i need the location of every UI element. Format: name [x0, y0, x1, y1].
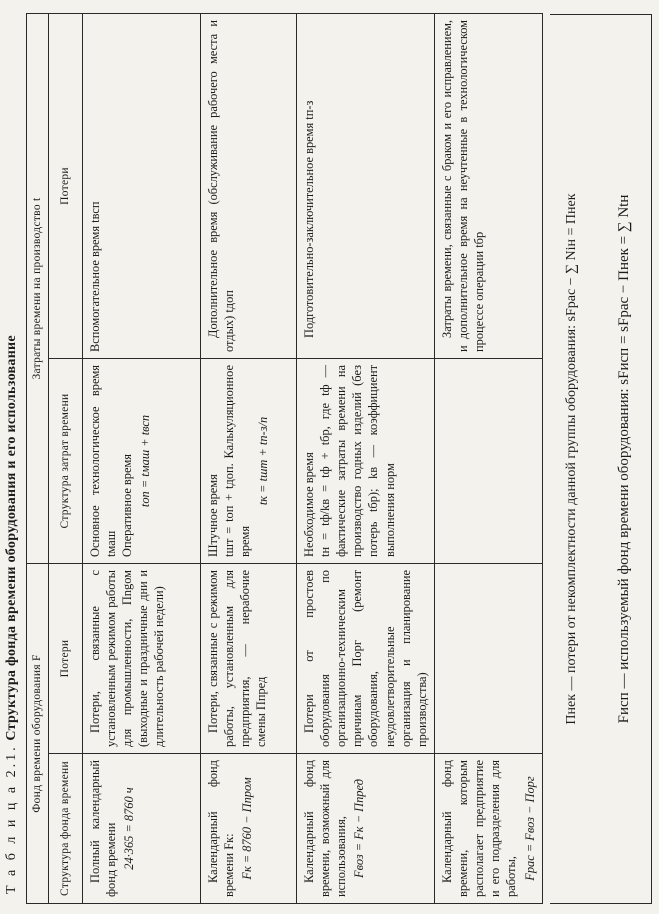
- fund-text: Календарный фонд времени, возможный для использования,: [301, 760, 349, 897]
- costs-extra: Оперативное время: [120, 453, 135, 557]
- table-row: [82, 13, 200, 903]
- table-row: [434, 13, 542, 903]
- column-header-row: [48, 13, 82, 903]
- costs-cell: [82, 359, 200, 564]
- losses2-text: Дополнительное время (обслуживание рабочего места и отдых) tдоп: [205, 19, 237, 352]
- fund-text: Полный календарный фонд времени: [87, 760, 119, 897]
- losses2-cell: [82, 13, 200, 358]
- losses2-text: Затраты времени, связанные с браком и его исправлением, и дополнительное время на неучтенные в технологическом процессе операции tбр: [439, 19, 487, 352]
- header-structure-costs: Структура затрат времени: [48, 359, 82, 564]
- header-structure-fund: Структура фонда времени: [48, 754, 82, 904]
- fund-cell: [434, 754, 542, 904]
- footer-line-nek: Пнек — потери от некомплектности данной группы оборудования: sFрас − ∑ Niн = Пнек: [564, 193, 579, 725]
- costs-cell: [200, 359, 296, 564]
- fund-structure-table: [26, 13, 543, 904]
- losses1-cell: [82, 564, 200, 754]
- costs-text: Основное технологическое время tмаш: [87, 365, 119, 557]
- costs-extra: tн = tф/kв = tф + tбр, где tф — фактические затраты времени на производство годных изделий (без потерь tбр); kв — коэффициент выполнения норм: [318, 365, 397, 557]
- fund-formula: Fвоз = Fк − Ппред: [352, 779, 367, 878]
- losses1-text: Потери, связанные с режимом работы, установленным для предприятия, — нерабочие смены Ппред: [205, 570, 269, 747]
- fund-formula: Fк = 8760 − Пnром: [240, 777, 255, 880]
- fund-formula: 24·365 = 8760 ч: [122, 787, 137, 870]
- footer-line-isp: Fисп — используемый фонд времени оборудования: sFисп = sFрас − Пнек = ∑ Ntн: [616, 194, 632, 724]
- losses2-cell: [200, 13, 296, 358]
- costs-formula: tоп = tмаш + tвсп: [138, 414, 153, 508]
- costs-extra: tшт = tоп + tдоп. Калькуляционное время: [222, 365, 253, 557]
- fund-formula: Fрас = Fвоз − Порг: [522, 776, 537, 881]
- header-losses-2: Потери: [48, 13, 82, 358]
- losses2-cell: [296, 13, 434, 358]
- costs-cell: [296, 359, 434, 564]
- costs-formula: tк = tшт + tп-з/n: [256, 416, 271, 506]
- losses1-text: Потери от простоев оборудования по организационно-техническим причинам Порг (ремонт оборудования, неудовлетворительные организация и планирование производства): [301, 570, 429, 747]
- costs-text: Необходимое время: [301, 452, 316, 557]
- group-header-row: [27, 13, 49, 903]
- losses1-cell: [296, 564, 434, 754]
- table-row: [296, 13, 434, 903]
- table-row: [200, 13, 296, 903]
- losses2-text: Вспомогательное время tвсп: [87, 201, 102, 352]
- header-costs-group: Затраты времени на производство t: [27, 13, 49, 563]
- fund-text: Календарный фонд времени Fк:: [205, 760, 237, 897]
- fund-cell: [82, 754, 200, 904]
- losses2-cell: [434, 13, 542, 358]
- losses2-text: Подготовительно-заключительное время tп-з: [301, 100, 316, 338]
- losses1-text: Потери, связанные с установленным режимом работы для промышленности, Пngом (выходные и праздничные дни и длительность рабочей недели): [87, 570, 167, 747]
- caption-label: Т а б л и ц а 2.1.: [4, 744, 19, 894]
- costs-text: Штучное время: [205, 474, 220, 557]
- fund-cell: [296, 754, 434, 904]
- losses1-cell: [434, 564, 542, 754]
- table-caption: [4, 14, 20, 894]
- caption-title: Структура фонда времени оборудования и его использование: [4, 335, 19, 741]
- losses1-cell: [200, 564, 296, 754]
- header-fund-group: Фонд времени оборудования F: [27, 564, 49, 904]
- costs-cell: [434, 359, 542, 564]
- fund-cell: [200, 754, 296, 904]
- table-footer: [550, 14, 652, 904]
- fund-text: Календарный фонд времени, которым располагает предприятие и его подразделения для работы,: [439, 760, 519, 897]
- header-losses-1: Потери: [48, 564, 82, 754]
